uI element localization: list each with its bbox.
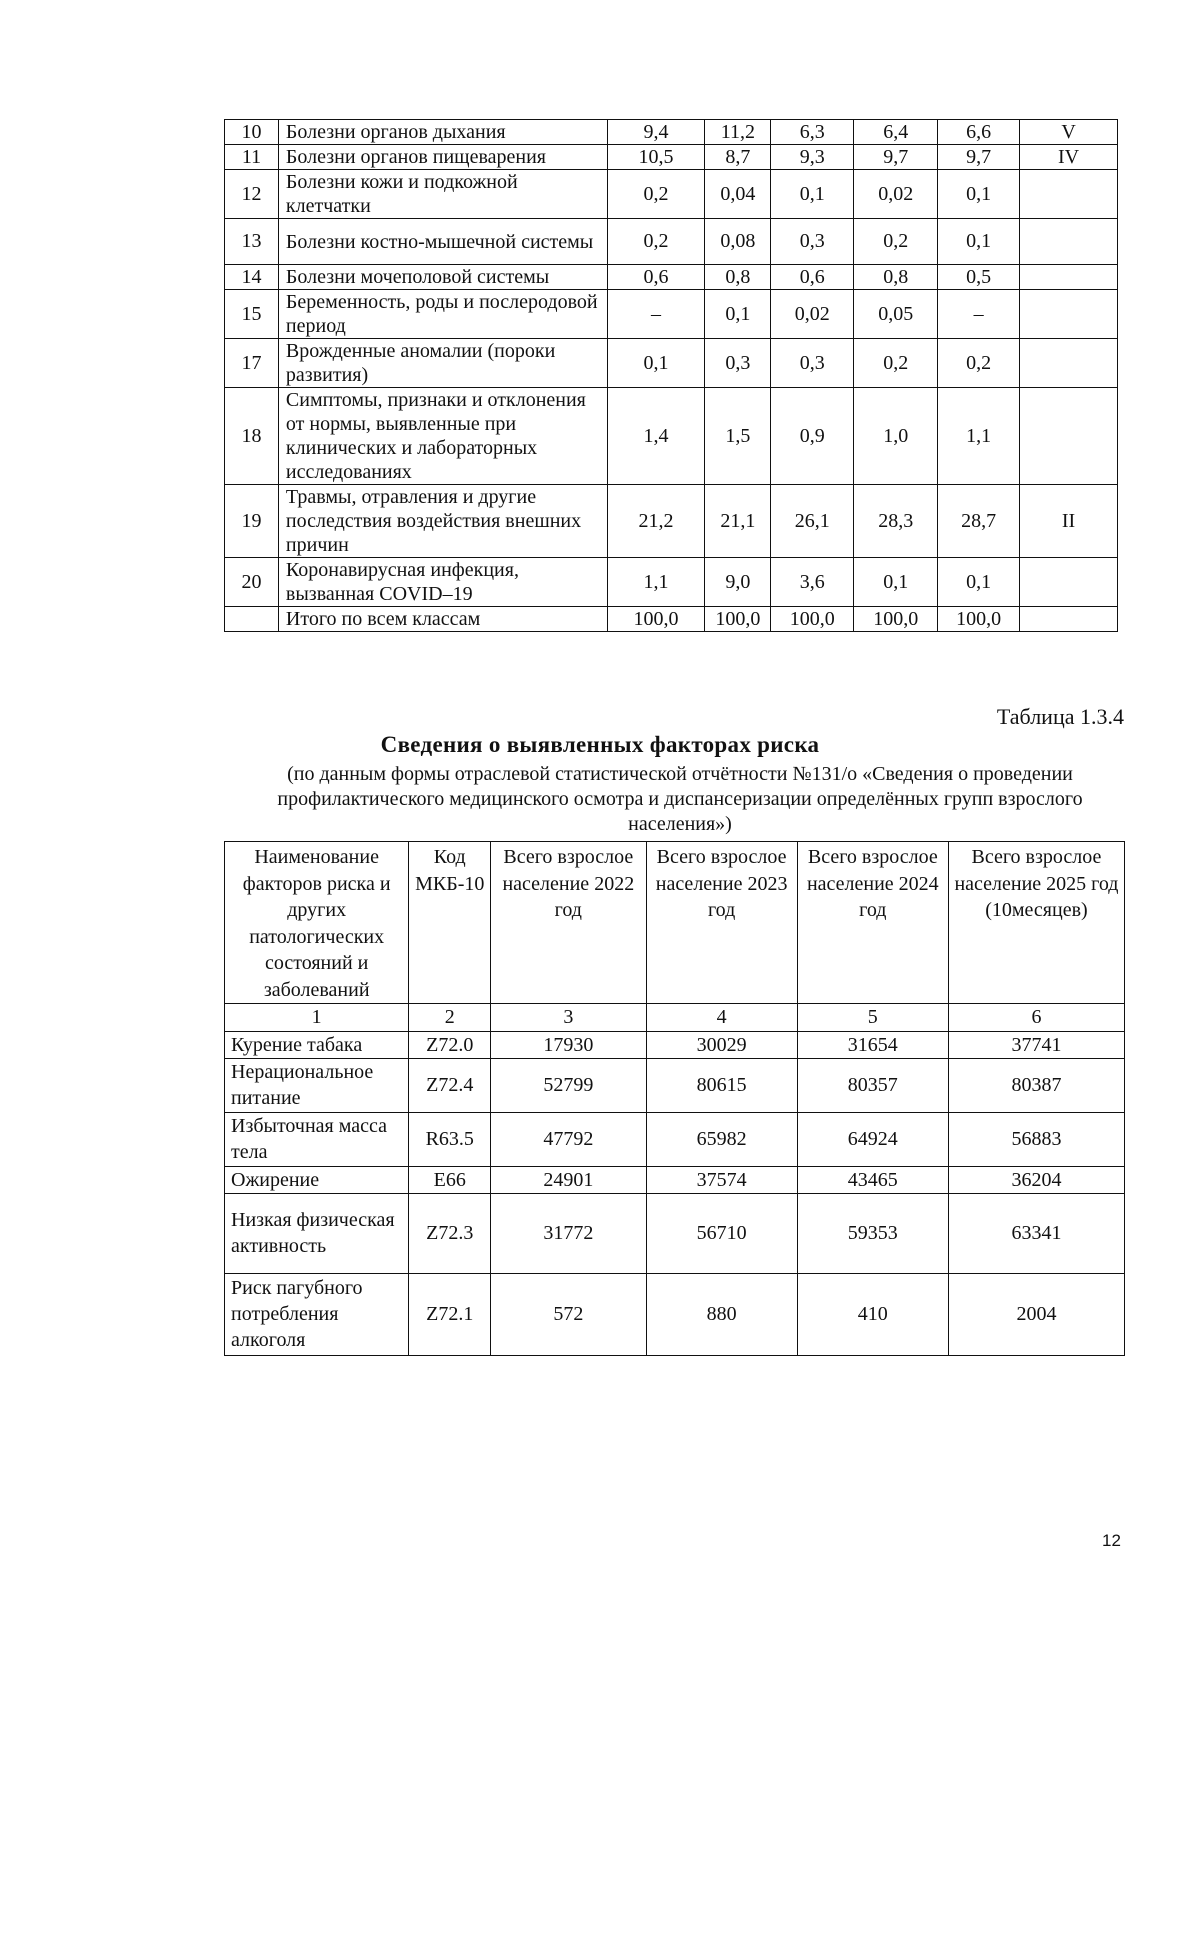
value-cell: 24901 bbox=[491, 1166, 646, 1193]
value-cell: 31654 bbox=[797, 1031, 948, 1058]
risk-factor-name: Курение табака bbox=[225, 1031, 409, 1058]
table-row bbox=[225, 219, 1118, 265]
column-number: 1 bbox=[225, 1004, 409, 1032]
row-number: 20 bbox=[225, 558, 279, 607]
column-header: Всего взрослое население 2024 год bbox=[797, 842, 948, 1004]
value-cell: 100,0 bbox=[705, 607, 771, 632]
value-cell: 59353 bbox=[797, 1193, 948, 1273]
value-cell: 0,3 bbox=[705, 339, 771, 388]
value-cell: 9,7 bbox=[938, 145, 1020, 170]
table-row bbox=[225, 290, 1118, 339]
value-cell: 0,02 bbox=[771, 290, 854, 339]
value-cell: 0,1 bbox=[854, 558, 938, 607]
table-row bbox=[225, 1193, 1125, 1273]
value-cell: 0,5 bbox=[938, 265, 1020, 290]
value-cell: 0,1 bbox=[705, 290, 771, 339]
column-header: Всего взрослое население 2025 год (10месяцев) bbox=[948, 842, 1124, 1004]
rank-cell bbox=[1020, 170, 1118, 219]
table-row bbox=[225, 1166, 1125, 1193]
value-cell: 1,1 bbox=[938, 388, 1020, 485]
value-cell: 37741 bbox=[948, 1031, 1124, 1058]
rank-cell bbox=[1020, 558, 1118, 607]
risk-factor-name: Риск пагубного потребления алкоголя bbox=[225, 1273, 409, 1355]
value-cell: 31772 bbox=[491, 1193, 646, 1273]
column-number: 4 bbox=[646, 1004, 797, 1032]
value-cell: 100,0 bbox=[854, 607, 938, 632]
value-cell: 100,0 bbox=[938, 607, 1020, 632]
value-cell: 63341 bbox=[948, 1193, 1124, 1273]
value-cell: 0,6 bbox=[771, 265, 854, 290]
value-cell: – bbox=[607, 290, 705, 339]
table-row bbox=[225, 145, 1118, 170]
risk-factor-name: Низкая физическая активность bbox=[225, 1193, 409, 1273]
section-title: Сведения о выявленных факторах риска bbox=[380, 732, 820, 757]
value-cell: 0,04 bbox=[705, 170, 771, 219]
row-number: 12 bbox=[225, 170, 279, 219]
value-cell: 80357 bbox=[797, 1058, 948, 1112]
risk-factor-name: Нерациональное питание bbox=[225, 1058, 409, 1112]
disease-class-name: Болезни мочеполовой системы bbox=[278, 265, 607, 290]
value-cell: 100,0 bbox=[771, 607, 854, 632]
rank-cell bbox=[1020, 607, 1118, 632]
disease-class-name: Врожденные аномалии (пороки развития) bbox=[278, 339, 607, 388]
row-number: 13 bbox=[225, 219, 279, 265]
rank-cell bbox=[1020, 339, 1118, 388]
value-cell: 0,02 bbox=[854, 170, 938, 219]
value-cell: 0,1 bbox=[771, 170, 854, 219]
disease-class-name: Болезни костно-мышечной системы bbox=[278, 219, 607, 265]
risk-factor-name: Избыточная масса тела bbox=[225, 1112, 409, 1166]
rank-cell: V bbox=[1020, 120, 1118, 145]
value-cell: 6,6 bbox=[938, 120, 1020, 145]
section-subtitle: (по данным формы отраслевой статистической отчётности №131/о «Сведения о проведении профилактического медицинского осмотра и диспансеризации определённых групп взрослого населения») bbox=[277, 763, 1083, 835]
rank-cell bbox=[1020, 290, 1118, 339]
rank-cell bbox=[1020, 219, 1118, 265]
icd-code: R63.5 bbox=[409, 1112, 491, 1166]
value-cell: – bbox=[938, 290, 1020, 339]
value-cell: 17930 bbox=[491, 1031, 646, 1058]
page-number: 12 bbox=[1102, 1531, 1121, 1550]
value-cell: 0,3 bbox=[771, 339, 854, 388]
value-cell: 9,4 bbox=[607, 120, 705, 145]
disease-class-name: Симптомы, признаки и отклонения от нормы, выявленные при клинических и лабораторных исследованиях bbox=[278, 388, 607, 485]
table-caption: Таблица 1.3.4 bbox=[996, 704, 1124, 729]
risk-factor-name: Ожирение bbox=[225, 1166, 409, 1193]
table-row bbox=[225, 485, 1118, 558]
value-cell: 28,3 bbox=[854, 485, 938, 558]
table-row bbox=[225, 1112, 1125, 1166]
disease-class-name: Беременность, роды и послеродовой период bbox=[278, 290, 607, 339]
row-number: 15 bbox=[225, 290, 279, 339]
value-cell: 1,1 bbox=[607, 558, 705, 607]
value-cell: 0,2 bbox=[854, 219, 938, 265]
value-cell: 11,2 bbox=[705, 120, 771, 145]
value-cell: 1,4 bbox=[607, 388, 705, 485]
table-row bbox=[225, 607, 1118, 632]
value-cell: 0,3 bbox=[771, 219, 854, 265]
table-row bbox=[225, 1273, 1125, 1355]
value-cell: 0,6 bbox=[607, 265, 705, 290]
column-number: 5 bbox=[797, 1004, 948, 1032]
row-number: 18 bbox=[225, 388, 279, 485]
value-cell: 0,08 bbox=[705, 219, 771, 265]
table-row bbox=[225, 1058, 1125, 1112]
value-cell: 64924 bbox=[797, 1112, 948, 1166]
table-row bbox=[225, 388, 1118, 485]
column-number: 3 bbox=[491, 1004, 646, 1032]
value-cell: 8,7 bbox=[705, 145, 771, 170]
disease-class-name: Болезни органов пищеварения bbox=[278, 145, 607, 170]
value-cell: 9,7 bbox=[854, 145, 938, 170]
value-cell: 37574 bbox=[646, 1166, 797, 1193]
column-number: 6 bbox=[948, 1004, 1124, 1032]
value-cell: 0,1 bbox=[938, 219, 1020, 265]
value-cell: 0,2 bbox=[938, 339, 1020, 388]
icd-code: Z72.4 bbox=[409, 1058, 491, 1112]
table-row bbox=[225, 1031, 1125, 1058]
table-row bbox=[225, 558, 1118, 607]
value-cell: 410 bbox=[797, 1273, 948, 1355]
row-number bbox=[225, 607, 279, 632]
value-cell: 0,8 bbox=[705, 265, 771, 290]
row-number: 14 bbox=[225, 265, 279, 290]
value-cell: 0,1 bbox=[938, 558, 1020, 607]
row-number: 10 bbox=[225, 120, 279, 145]
value-cell: 6,4 bbox=[854, 120, 938, 145]
value-cell: 80387 bbox=[948, 1058, 1124, 1112]
column-header: Всего взрослое население 2023 год bbox=[646, 842, 797, 1004]
value-cell: 0,2 bbox=[607, 170, 705, 219]
icd-code: Z72.3 bbox=[409, 1193, 491, 1273]
value-cell: 30029 bbox=[646, 1031, 797, 1058]
value-cell: 47792 bbox=[491, 1112, 646, 1166]
table-row bbox=[225, 265, 1118, 290]
value-cell: 56883 bbox=[948, 1112, 1124, 1166]
table-row bbox=[225, 339, 1118, 388]
column-header: Наименование факторов риска и других патологических состояний и заболеваний bbox=[225, 842, 409, 1004]
value-cell: 52799 bbox=[491, 1058, 646, 1112]
value-cell: 9,3 bbox=[771, 145, 854, 170]
value-cell: 0,1 bbox=[607, 339, 705, 388]
value-cell: 0,2 bbox=[854, 339, 938, 388]
value-cell: 10,5 bbox=[607, 145, 705, 170]
value-cell: 880 bbox=[646, 1273, 797, 1355]
value-cell: 0,9 bbox=[771, 388, 854, 485]
value-cell: 2004 bbox=[948, 1273, 1124, 1355]
rank-cell bbox=[1020, 265, 1118, 290]
value-cell: 9,0 bbox=[705, 558, 771, 607]
value-cell: 28,7 bbox=[938, 485, 1020, 558]
value-cell: 21,2 bbox=[607, 485, 705, 558]
icd-code: E66 bbox=[409, 1166, 491, 1193]
row-number: 17 bbox=[225, 339, 279, 388]
icd-code: Z72.1 bbox=[409, 1273, 491, 1355]
value-cell: 0,1 bbox=[938, 170, 1020, 219]
column-header: Код МКБ-10 bbox=[409, 842, 491, 1004]
table-row bbox=[225, 170, 1118, 219]
value-cell: 1,0 bbox=[854, 388, 938, 485]
icd-code: Z72.0 bbox=[409, 1031, 491, 1058]
value-cell: 36204 bbox=[948, 1166, 1124, 1193]
value-cell: 6,3 bbox=[771, 120, 854, 145]
risk-factors-table bbox=[224, 841, 1125, 1356]
row-number: 11 bbox=[225, 145, 279, 170]
disease-classes-table bbox=[224, 119, 1118, 632]
value-cell: 0,2 bbox=[607, 219, 705, 265]
row-number: 19 bbox=[225, 485, 279, 558]
disease-class-name: Травмы, отравления и другие последствия воздействия внешних причин bbox=[278, 485, 607, 558]
value-cell: 1,5 bbox=[705, 388, 771, 485]
disease-class-name: Коронавирусная инфекция, вызванная COVID–19 bbox=[278, 558, 607, 607]
value-cell: 80615 bbox=[646, 1058, 797, 1112]
disease-class-name: Итого по всем классам bbox=[278, 607, 607, 632]
value-cell: 56710 bbox=[646, 1193, 797, 1273]
rank-cell bbox=[1020, 388, 1118, 485]
value-cell: 43465 bbox=[797, 1166, 948, 1193]
disease-class-name: Болезни органов дыхания bbox=[278, 120, 607, 145]
header-row bbox=[225, 842, 1125, 1004]
value-cell: 572 bbox=[491, 1273, 646, 1355]
value-cell: 100,0 bbox=[607, 607, 705, 632]
rank-cell: IV bbox=[1020, 145, 1118, 170]
rank-cell: II bbox=[1020, 485, 1118, 558]
disease-class-name: Болезни кожи и подкожной клетчатки bbox=[278, 170, 607, 219]
value-cell: 0,8 bbox=[854, 265, 938, 290]
value-cell: 3,6 bbox=[771, 558, 854, 607]
value-cell: 26,1 bbox=[771, 485, 854, 558]
column-number: 2 bbox=[409, 1004, 491, 1032]
value-cell: 65982 bbox=[646, 1112, 797, 1166]
value-cell: 21,1 bbox=[705, 485, 771, 558]
table-row bbox=[225, 120, 1118, 145]
value-cell: 0,05 bbox=[854, 290, 938, 339]
column-number-row bbox=[225, 1004, 1125, 1032]
column-header: Всего взрослое население 2022 год bbox=[491, 842, 646, 1004]
